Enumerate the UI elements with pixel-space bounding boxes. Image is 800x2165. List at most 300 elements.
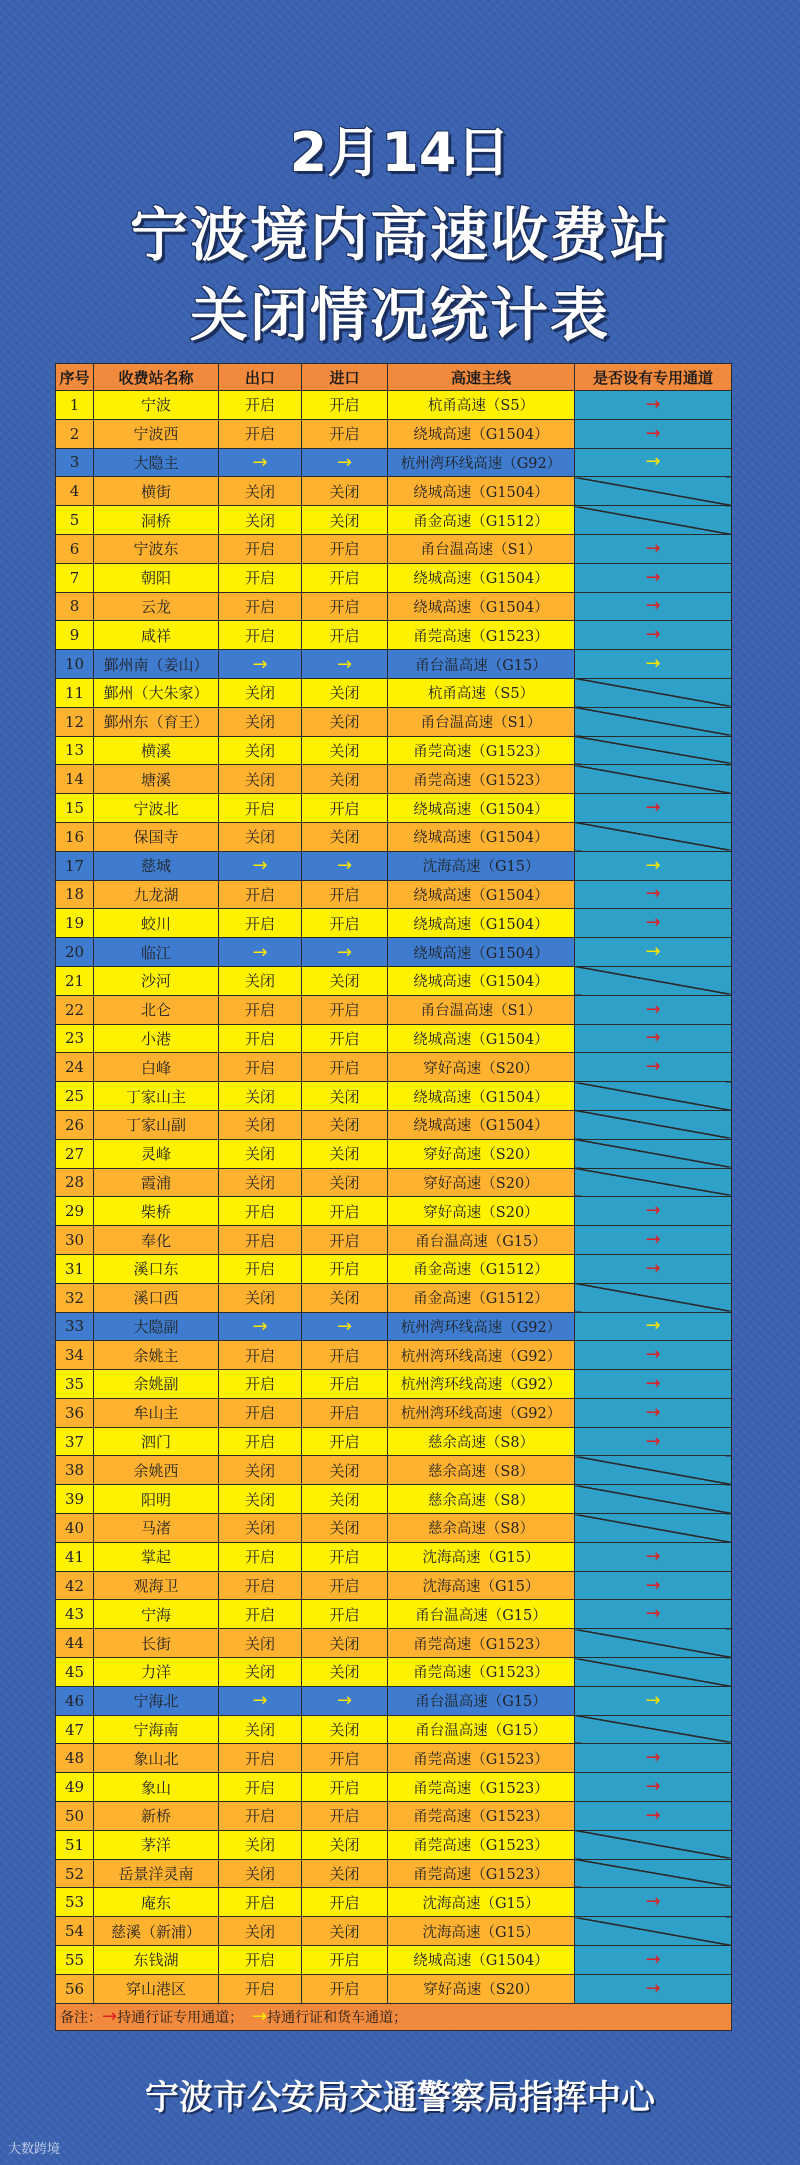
red-arrow-icon: → [645,883,661,905]
row-entry-status: 关闭 [302,1110,388,1139]
row-channel [575,1024,732,1053]
header-exit: 出口 [219,364,302,391]
row-no: 52 [56,1859,94,1888]
row-station-name: 马渚 [94,1514,219,1543]
row-no: 22 [56,995,94,1024]
row-channel [575,707,732,736]
row-entry-status: → [302,938,388,967]
row-exit-status: 开启 [219,1226,302,1255]
row-entry-status: 开启 [302,1370,388,1399]
table-row [56,477,732,506]
row-no: 28 [56,1168,94,1197]
row-entry-status: → [302,1686,388,1715]
row-no: 26 [56,1110,94,1139]
row-no: 53 [56,1888,94,1917]
row-station-name: 宁波北 [94,794,219,823]
red-arrow-icon: → [645,1257,661,1279]
row-channel [575,1485,732,1514]
yellow-arrow-icon: → [645,854,661,876]
row-no: 23 [56,1024,94,1053]
row-station-name: 长街 [94,1629,219,1658]
row-no: 50 [56,1802,94,1831]
row-channel [575,1744,732,1773]
row-highway: 甬莞高速（G1523） [388,1830,575,1859]
row-channel [575,1456,732,1485]
table-row [56,1226,732,1255]
row-no: 11 [56,678,94,707]
table-row [56,621,732,650]
row-highway: 甬莞高速（G1523） [388,1773,575,1802]
row-highway: 绕城高速（G1504） [388,822,575,851]
row-exit-status: 开启 [219,1773,302,1802]
row-highway: 甬莞高速（G1523） [388,1744,575,1773]
row-no: 48 [56,1744,94,1773]
row-highway: 慈余高速（S8） [388,1427,575,1456]
row-no: 7 [56,563,94,592]
row-channel [575,1082,732,1111]
row-highway: 甬金高速（G1512） [388,506,575,535]
row-no: 15 [56,794,94,823]
table-row [56,650,732,679]
row-channel [575,1629,732,1658]
row-highway: 甬莞高速（G1523） [388,765,575,794]
row-channel [575,1773,732,1802]
red-arrow-icon: → [645,537,661,559]
row-entry-status: 关闭 [302,1456,388,1485]
row-exit-status: 开启 [219,391,302,420]
row-no: 13 [56,736,94,765]
row-exit-status: 关闭 [219,506,302,535]
row-exit-status: 开启 [219,621,302,650]
table-row [56,966,732,995]
row-exit-status: 关闭 [219,1082,302,1111]
row-exit-status: 关闭 [219,1283,302,1312]
row-highway: 甬台温高速（G15） [388,1686,575,1715]
red-arrow-icon: → [645,1804,661,1826]
row-channel [575,1542,732,1571]
row-station-name: 穿山港区 [94,1974,219,2003]
row-exit-status: → [219,851,302,880]
table-row [56,448,732,477]
row-station-name: 小港 [94,1024,219,1053]
row-no: 56 [56,1974,94,2003]
row-channel [575,1197,732,1226]
row-channel [575,938,732,967]
row-exit-status: 开启 [219,880,302,909]
row-entry-status: 开启 [302,1974,388,2003]
row-station-name: 丁家山副 [94,1110,219,1139]
row-station-name: 北仑 [94,995,219,1024]
title-sub: 关闭情况统计表 [189,281,610,349]
row-channel [575,909,732,938]
table-row [56,1859,732,1888]
row-highway: 杭州湾环线高速（G92） [388,1341,575,1370]
row-station-name: 蛟川 [94,909,219,938]
row-channel [575,1110,732,1139]
yellow-arrow-icon: → [645,1315,661,1337]
row-entry-status: 开启 [302,1053,388,1082]
row-no: 25 [56,1082,94,1111]
row-station-name: 观海卫 [94,1571,219,1600]
row-no: 42 [56,1571,94,1600]
row-highway: 甬台温高速（S1） [388,707,575,736]
row-entry-status: 关闭 [302,506,388,535]
yellow-arrow-icon: → [645,1689,661,1711]
row-entry-status: → [302,851,388,880]
row-highway: 杭州湾环线高速（G92） [388,1370,575,1399]
row-no: 10 [56,650,94,679]
row-station-name: 宁海 [94,1600,219,1629]
row-exit-status: 关闭 [219,678,302,707]
row-no: 34 [56,1341,94,1370]
table-row [56,765,732,794]
row-no: 38 [56,1456,94,1485]
table-row [56,1427,732,1456]
row-entry-status: 关闭 [302,966,388,995]
row-highway: 甬莞高速（G1523） [388,621,575,650]
table-row [56,1341,732,1370]
row-exit-status: 开启 [219,1600,302,1629]
row-channel [575,1370,732,1399]
row-highway: 绕城高速（G1504） [388,477,575,506]
table-row [56,1629,732,1658]
row-entry-status: 关闭 [302,1629,388,1658]
row-no: 5 [56,506,94,535]
red-arrow-icon: → [645,393,661,415]
row-highway: 甬台温高速（S1） [388,534,575,563]
row-exit-status: → [219,448,302,477]
row-station-name: 灵峰 [94,1139,219,1168]
red-arrow-icon: → [645,566,661,588]
row-entry-status: 开启 [302,1773,388,1802]
table-row [56,1283,732,1312]
row-entry-status: 开启 [302,1571,388,1600]
table-row [56,995,732,1024]
row-channel [575,1168,732,1197]
row-exit-status: 关闭 [219,1139,302,1168]
row-station-name: 阳明 [94,1485,219,1514]
red-arrow-icon: → [645,1545,661,1567]
row-channel [575,794,732,823]
red-arrow-icon: → [645,1401,661,1423]
row-exit-status: → [219,650,302,679]
footer-issuer: 宁波市公安局交通警察局指挥中心 [145,2078,655,2118]
table-body [56,391,732,2004]
row-station-name: 临江 [94,938,219,967]
row-entry-status: 开启 [302,592,388,621]
row-channel [575,1946,732,1975]
row-no: 36 [56,1398,94,1427]
row-entry-status: 开启 [302,1946,388,1975]
row-exit-status: 开启 [219,1571,302,1600]
row-exit-status: 开启 [219,1427,302,1456]
row-entry-status: → [302,448,388,477]
legend-prefix: 备注： [60,2009,102,2026]
title-main: 宁波境内高速收费站 [129,201,670,269]
row-channel [575,851,732,880]
row-entry-status: 开启 [302,880,388,909]
row-highway: 杭州湾环线高速（G92） [388,1398,575,1427]
red-arrow-icon: → [645,1747,661,1769]
row-highway: 甬莞高速（G1523） [388,736,575,765]
row-exit-status: 开启 [219,1974,302,2003]
row-entry-status: 关闭 [302,1514,388,1543]
table-row [56,1542,732,1571]
row-entry-status: 关闭 [302,1082,388,1111]
row-station-name: 慈城 [94,851,219,880]
row-station-name: 余姚西 [94,1456,219,1485]
row-no: 6 [56,534,94,563]
row-channel [575,966,732,995]
table-row [56,563,732,592]
row-entry-status: 开启 [302,909,388,938]
row-channel [575,1139,732,1168]
table-row [56,1946,732,1975]
row-no: 32 [56,1283,94,1312]
row-entry-status: → [302,1312,388,1341]
table-row [56,851,732,880]
row-station-name: 鄞州南（姜山） [94,650,219,679]
table-row [56,1312,732,1341]
row-exit-status: → [219,1686,302,1715]
row-entry-status: 开启 [302,1341,388,1370]
row-highway: 杭甬高速（S5） [388,678,575,707]
table-row [56,506,732,535]
table-row [56,707,732,736]
table-row [56,880,732,909]
row-channel [575,650,732,679]
row-station-name: 宁波东 [94,534,219,563]
row-entry-status: 开启 [302,621,388,650]
row-entry-status: 开启 [302,1226,388,1255]
red-arrow-icon: → [645,1603,661,1625]
row-entry-status: 开启 [302,391,388,420]
row-station-name: 柴桥 [94,1197,219,1226]
row-exit-status: 开启 [219,1370,302,1399]
row-no: 8 [56,592,94,621]
row-highway: 甬台温高速（G15） [388,1600,575,1629]
row-no: 4 [56,477,94,506]
row-exit-status: 开启 [219,563,302,592]
yellow-arrow-icon: → [645,941,661,963]
row-entry-status: 关闭 [302,1715,388,1744]
table-row [56,1456,732,1485]
row-no: 9 [56,621,94,650]
row-channel [575,1427,732,1456]
header-channel: 是否设有专用通道 [575,364,732,391]
row-highway: 慈余高速（S8） [388,1514,575,1543]
row-entry-status: 开启 [302,1254,388,1283]
table-row [56,592,732,621]
row-exit-status: 开启 [219,909,302,938]
row-entry-status: 开启 [302,1888,388,1917]
row-channel [575,419,732,448]
table-row [56,1686,732,1715]
table-row [56,1024,732,1053]
row-no: 43 [56,1600,94,1629]
row-highway: 慈余高速（S8） [388,1485,575,1514]
red-arrow-icon: → [645,624,661,646]
row-station-name: 大隐副 [94,1312,219,1341]
watermark: 大数跨境 [8,2142,61,2157]
row-highway: 绕城高速（G1504） [388,880,575,909]
row-entry-status: 开启 [302,1600,388,1629]
row-entry-status: 开启 [302,794,388,823]
row-entry-status: 开启 [302,1398,388,1427]
row-channel [575,1514,732,1543]
table-row [56,1370,732,1399]
row-exit-status: 关闭 [219,966,302,995]
row-channel [575,1283,732,1312]
row-channel [575,880,732,909]
row-channel [575,1917,732,1946]
row-station-name: 奉化 [94,1226,219,1255]
row-no: 29 [56,1197,94,1226]
row-exit-status: 关闭 [219,707,302,736]
table-row [56,1802,732,1831]
row-entry-status: 开启 [302,534,388,563]
row-channel [575,1715,732,1744]
row-no: 45 [56,1658,94,1687]
red-arrow-icon: → [645,1776,661,1798]
row-station-name: 横街 [94,477,219,506]
row-entry-status: 关闭 [302,1917,388,1946]
row-exit-status: 关闭 [219,765,302,794]
row-station-name: 慈溪（新浦） [94,1917,219,1946]
row-exit-status: → [219,938,302,967]
row-exit-status: → [219,1312,302,1341]
row-no: 39 [56,1485,94,1514]
row-channel [575,1658,732,1687]
row-channel [575,563,732,592]
row-exit-status: 关闭 [219,822,302,851]
row-exit-status: 开启 [219,1888,302,1917]
red-arrow-icon: → [645,1200,661,1222]
row-entry-status: 开启 [302,1802,388,1831]
row-highway: 甬台温高速（G15） [388,650,575,679]
row-channel [575,391,732,420]
row-entry-status: 关闭 [302,707,388,736]
row-entry-status: 关闭 [302,765,388,794]
row-channel [575,477,732,506]
row-highway: 沈海高速（G15） [388,851,575,880]
header-highway: 高速主线 [388,364,575,391]
row-no: 18 [56,880,94,909]
row-entry-status: 开启 [302,1744,388,1773]
row-highway: 绕城高速（G1504） [388,1110,575,1139]
row-station-name: 溪口西 [94,1283,219,1312]
row-station-name: 鄞州东（育王） [94,707,219,736]
row-highway: 绕城高速（G1504） [388,794,575,823]
row-exit-status: 开启 [219,1802,302,1831]
row-station-name: 塘溪 [94,765,219,794]
header-no: 序号 [56,364,94,391]
row-exit-status: 关闭 [219,477,302,506]
row-channel [575,1226,732,1255]
row-highway: 沈海高速（G15） [388,1917,575,1946]
row-no: 47 [56,1715,94,1744]
row-no: 37 [56,1427,94,1456]
row-station-name: 横溪 [94,736,219,765]
row-no: 41 [56,1542,94,1571]
table-row [56,822,732,851]
table-row [56,1917,732,1946]
row-channel [575,1830,732,1859]
row-exit-status: 开启 [219,995,302,1024]
row-channel [575,995,732,1024]
row-station-name: 宁波西 [94,419,219,448]
row-no: 40 [56,1514,94,1543]
row-no: 35 [56,1370,94,1399]
row-no: 16 [56,822,94,851]
row-highway: 甬莞高速（G1523） [388,1802,575,1831]
row-exit-status: 开启 [219,1197,302,1226]
table-row [56,1514,732,1543]
table-row [56,1830,732,1859]
row-entry-status: 关闭 [302,1283,388,1312]
row-channel [575,592,732,621]
table-row [56,938,732,967]
row-station-name: 丁家山主 [94,1082,219,1111]
table-row [56,391,732,420]
red-arrow-icon: → [645,595,661,617]
row-exit-status: 开启 [219,534,302,563]
row-highway: 甬莞高速（G1523） [388,1658,575,1687]
red-arrow-icon: → [645,1977,661,1999]
row-channel [575,1312,732,1341]
red-arrow-icon: → [102,2005,118,2027]
table-row [56,1888,732,1917]
row-highway: 沈海高速（G15） [388,1888,575,1917]
row-highway: 杭甬高速（S5） [388,391,575,420]
table-row [56,1197,732,1226]
row-exit-status: 关闭 [219,1830,302,1859]
row-station-name: 象山北 [94,1744,219,1773]
table-row [56,1168,732,1197]
row-station-name: 霞浦 [94,1168,219,1197]
row-entry-status: 关闭 [302,477,388,506]
row-station-name: 余姚主 [94,1341,219,1370]
row-highway: 甬莞高速（G1523） [388,1859,575,1888]
row-exit-status: 开启 [219,1024,302,1053]
row-highway: 绕城高速（G1504） [388,419,575,448]
row-no: 49 [56,1773,94,1802]
row-no: 19 [56,909,94,938]
row-highway: 甬台温高速（S1） [388,995,575,1024]
row-station-name: 白峰 [94,1053,219,1082]
row-no: 46 [56,1686,94,1715]
table-row [56,1974,732,2003]
row-highway: 绕城高速（G1504） [388,1082,575,1111]
row-station-name: 宁海南 [94,1715,219,1744]
row-exit-status: 关闭 [219,1485,302,1514]
row-highway: 杭州湾环线高速（G92） [388,448,575,477]
row-highway: 绕城高速（G1504） [388,563,575,592]
table-row [56,534,732,563]
row-no: 27 [56,1139,94,1168]
table-row [56,736,732,765]
row-no: 20 [56,938,94,967]
row-entry-status: 开启 [302,995,388,1024]
row-station-name: 庵东 [94,1888,219,1917]
table-row [56,1658,732,1687]
red-arrow-icon: → [645,1344,661,1366]
row-station-name: 朝阳 [94,563,219,592]
row-channel [575,1341,732,1370]
row-entry-status: 关闭 [302,1658,388,1687]
row-station-name: 洞桥 [94,506,219,535]
row-no: 54 [56,1917,94,1946]
